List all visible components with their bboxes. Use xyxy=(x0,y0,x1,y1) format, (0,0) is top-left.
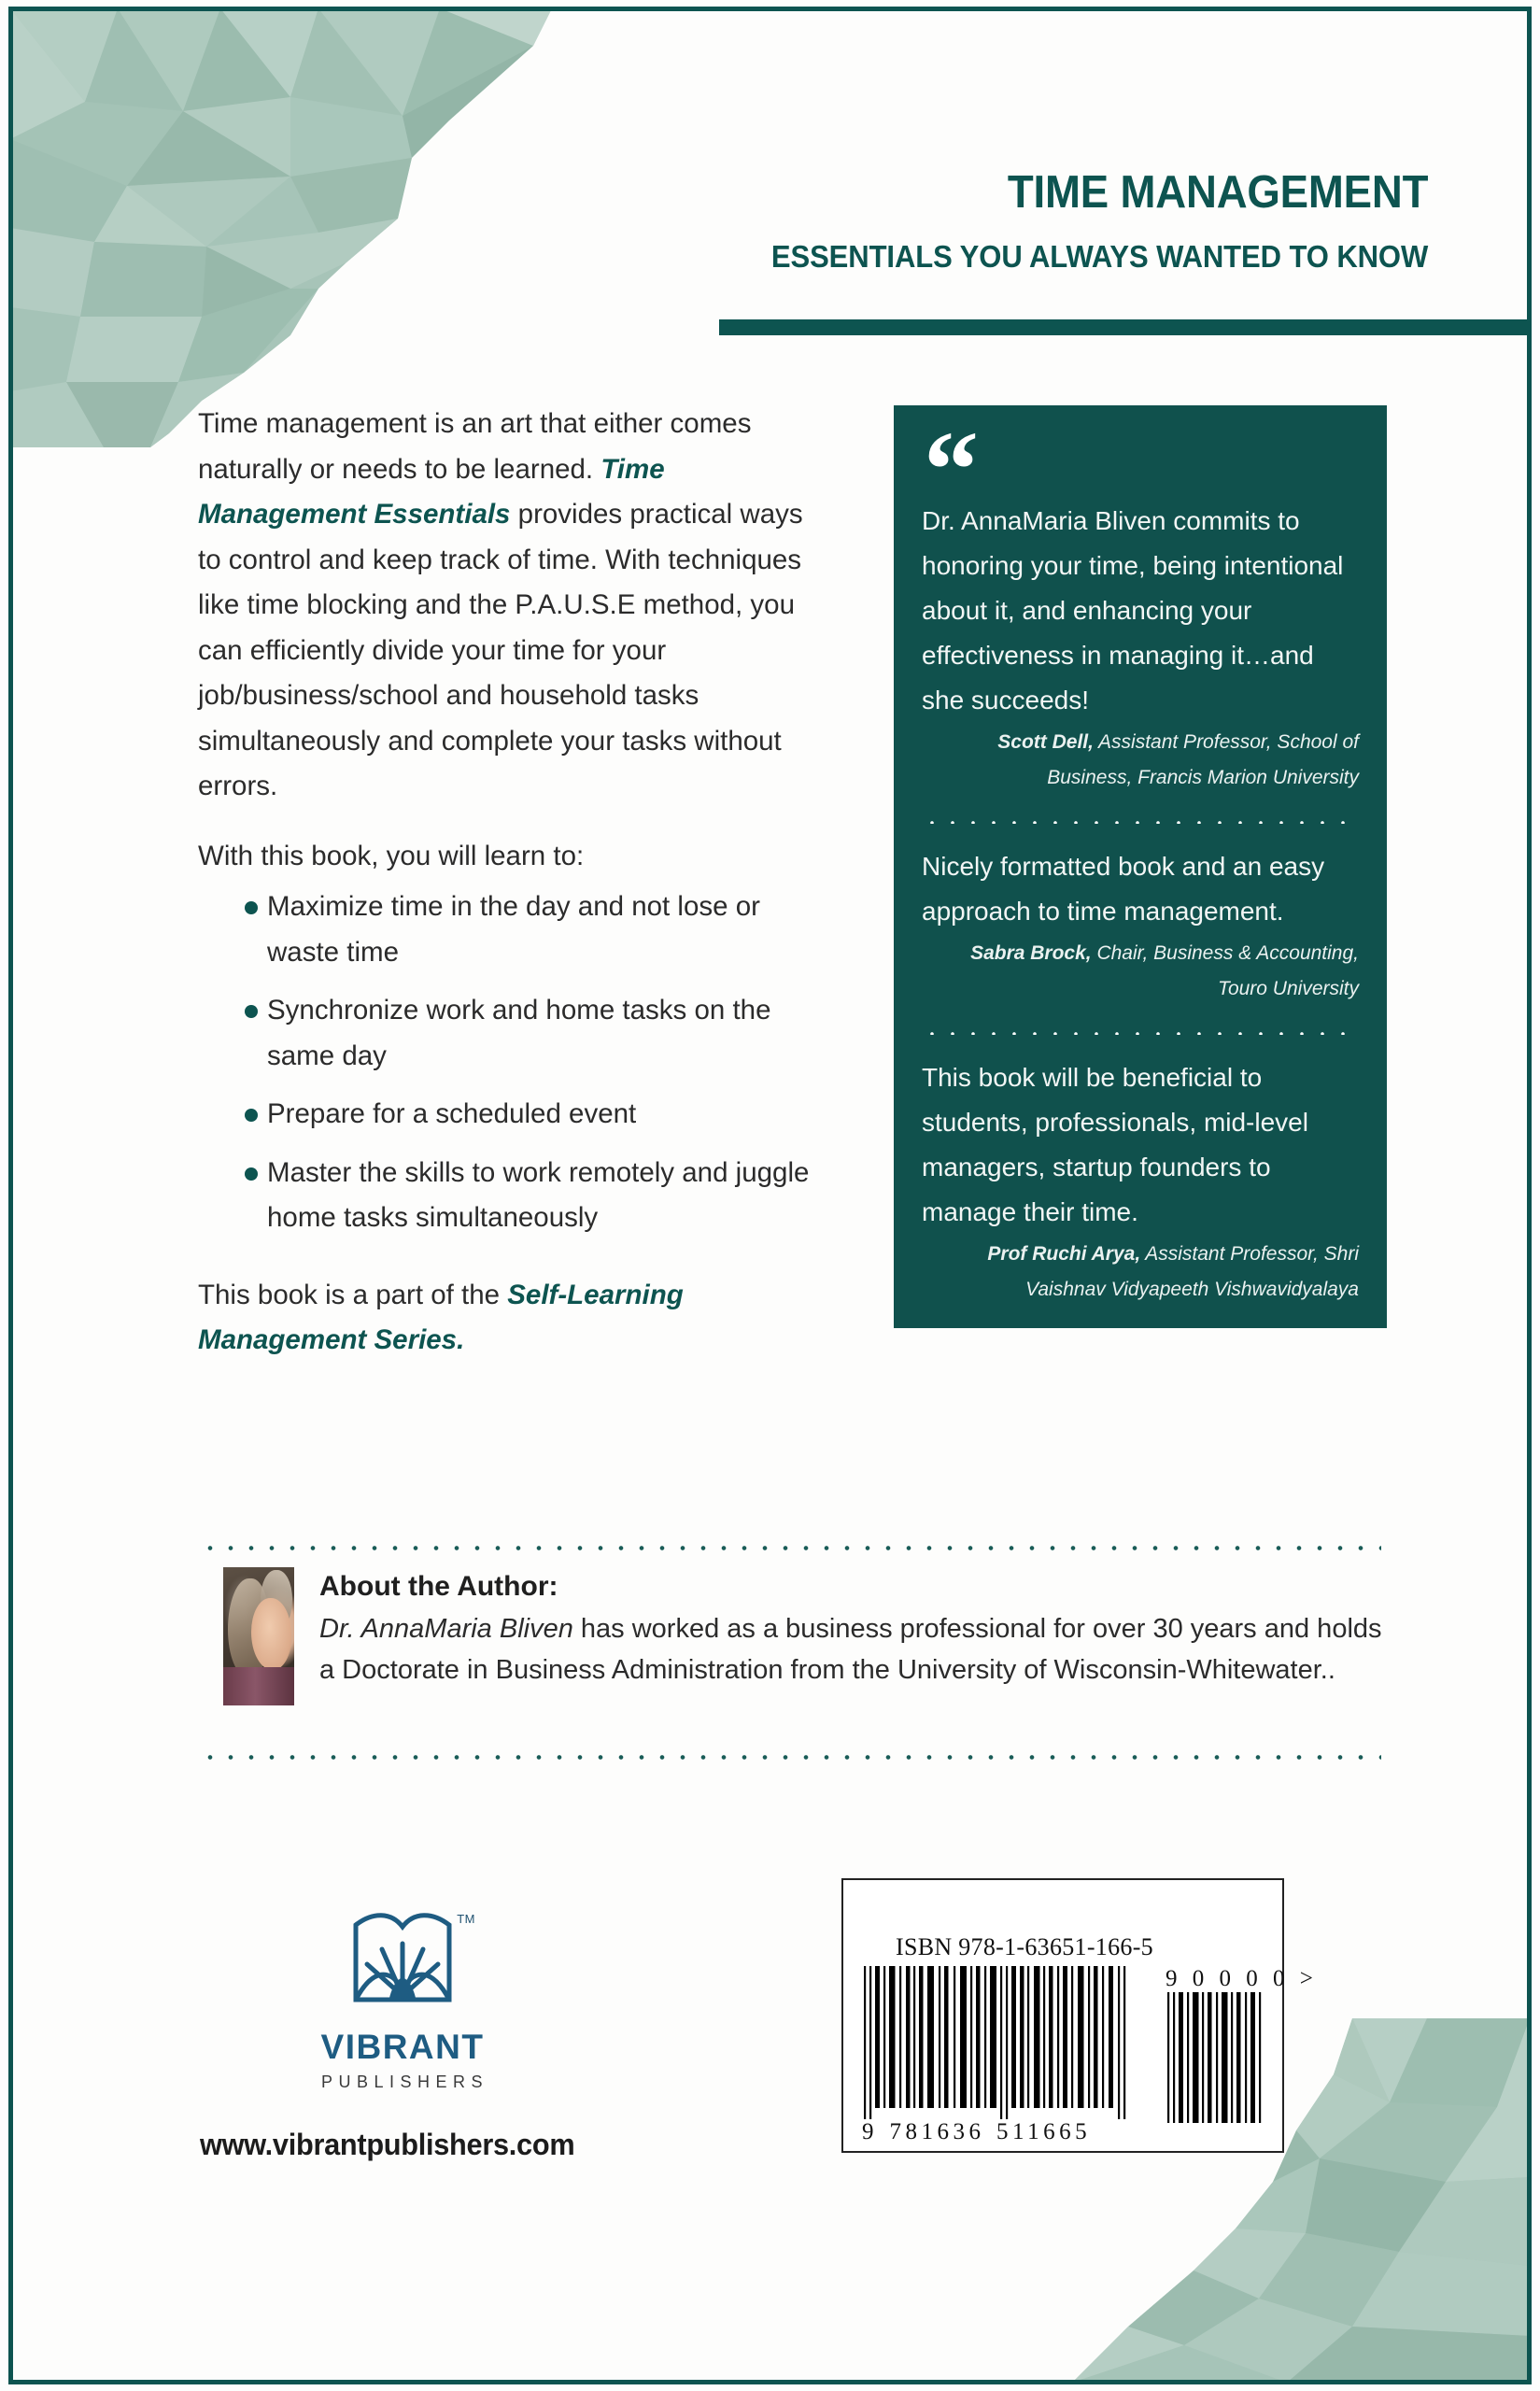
testimonial-attribution xyxy=(922,1237,1359,1308)
author-divider-top xyxy=(200,1545,1381,1551)
trademark-icon: TM xyxy=(457,1912,475,1926)
publisher-logo xyxy=(350,1910,475,2017)
author-bio-rest: has worked as a business professional for over 30 years and holds a Doctorate in Business Administration from the University of Wisconsin-Whitewater.. xyxy=(319,1614,1382,1685)
testimonial-author: Scott Dell, xyxy=(997,731,1094,753)
learn-list xyxy=(198,884,814,1241)
testimonial-divider xyxy=(922,818,1359,824)
ean-group-right: 511665 xyxy=(996,2119,1092,2144)
testimonial-text: Dr. AnnaMaria Bliven commits to honoring your time, being intentional about it, and enhancing your effectiveness in managing it…and she succeeds! xyxy=(922,506,1344,714)
publisher-block xyxy=(286,1910,519,2092)
series-name: Self-Learning Management Series. xyxy=(198,1279,684,1355)
testimonial-divider xyxy=(922,1029,1359,1035)
quote-mark-icon: “ xyxy=(924,408,975,531)
book-title-inline: Time Management Essentials xyxy=(198,453,665,530)
testimonial-item xyxy=(922,499,1359,796)
publisher-website[interactable]: www.vibrantpublishers.com xyxy=(200,2128,575,2161)
testimonial-item xyxy=(922,1055,1359,1308)
page-subtitle: ESSENTIALS YOU ALWAYS WANTED TO KNOW xyxy=(770,239,1428,274)
list-item-label: Maximize time in the day and not lose or waste time xyxy=(267,891,760,968)
testimonial-text: Nicely formatted book and an easy approach to time management. xyxy=(922,852,1325,926)
author-name: Dr. AnnaMaria Bliven xyxy=(319,1614,573,1644)
addon-digits: 9 0 0 0 0 > xyxy=(1166,1966,1318,1991)
author-text-block xyxy=(319,1567,1386,1691)
ean13-barcode xyxy=(862,1966,1142,2123)
open-book-icon xyxy=(350,1910,455,2013)
list-item-label: Master the skills to work remotely and juggle home tasks simultaneously xyxy=(267,1156,810,1233)
author-heading: About the Author: xyxy=(319,1571,558,1602)
description-paragraph xyxy=(198,402,814,810)
isbn-barcode-box xyxy=(841,1878,1318,2153)
testimonial-attribution xyxy=(922,936,1359,1007)
list-item xyxy=(198,884,814,975)
ean-group-left: 781636 xyxy=(889,2119,985,2144)
ean5-addon-barcode xyxy=(1166,1992,1268,2123)
ean-digits xyxy=(862,2119,1142,2145)
publisher-name: VIBRANT xyxy=(320,2028,485,2066)
publisher-subtitle: PUBLISHERS xyxy=(320,2073,489,2091)
testimonial-attribution xyxy=(922,725,1359,796)
testimonial-role: Assistant Professor, Shri Vaishnav Vidyapeeth Vishwavidyalaya xyxy=(1025,1243,1359,1300)
learn-list-lead: With this book, you will learn to: xyxy=(198,840,585,871)
page-title: TIME MANAGEMENT xyxy=(1007,167,1428,218)
testimonials-panel xyxy=(894,405,1387,1328)
testimonial-author: Prof Ruchi Arya, xyxy=(987,1243,1141,1265)
bullet-icon xyxy=(245,1005,258,1018)
about-the-author-section xyxy=(200,1567,1386,1691)
list-item-label: Synchronize work and home tasks on the same day xyxy=(267,995,771,1071)
list-item xyxy=(198,1092,814,1138)
series-note-before: This book is a part of the xyxy=(198,1279,508,1310)
testimonial-text: This book will be beneficial to students, professionals, mid-level managers, startup founders to manage their time. xyxy=(922,1063,1308,1226)
series-note xyxy=(198,1273,814,1364)
testimonial-role: Chair, Business & Accounting, Touro University xyxy=(1091,942,1359,999)
isbn-label: ISBN 978-1-63651-166-5 xyxy=(896,1933,1153,1960)
corner-mosaic-top-left xyxy=(10,8,571,447)
bullet-icon xyxy=(245,1167,258,1181)
testimonial-role: Assistant Professor, School of Business, Francis Marion University xyxy=(1047,731,1359,788)
description-text-before: Time management is an art that either comes naturally or needs to be learned. xyxy=(198,408,752,485)
bullet-icon xyxy=(245,1109,258,1122)
author-bio xyxy=(319,1608,1386,1691)
description-text-after: provides practical ways to control and keep track of time. With techniques like time blocking and the P.A.U.S.E method, you can efficiently divide your time for your job/business/school and household tasks simultaneously and complete your tasks without errors. xyxy=(198,499,803,801)
header-divider-rule xyxy=(719,319,1531,335)
list-item xyxy=(198,1151,814,1241)
list-item-label: Prepare for a scheduled event xyxy=(267,1098,637,1129)
testimonial-item xyxy=(922,844,1359,1007)
testimonial-author: Sabra Brock, xyxy=(970,942,1092,964)
bullet-icon xyxy=(245,901,258,914)
author-photo xyxy=(223,1567,294,1705)
author-divider-bottom xyxy=(200,1754,1381,1761)
description-column xyxy=(198,402,814,1364)
ean-digit-first: 9 xyxy=(862,2119,878,2144)
list-item xyxy=(198,988,814,1079)
